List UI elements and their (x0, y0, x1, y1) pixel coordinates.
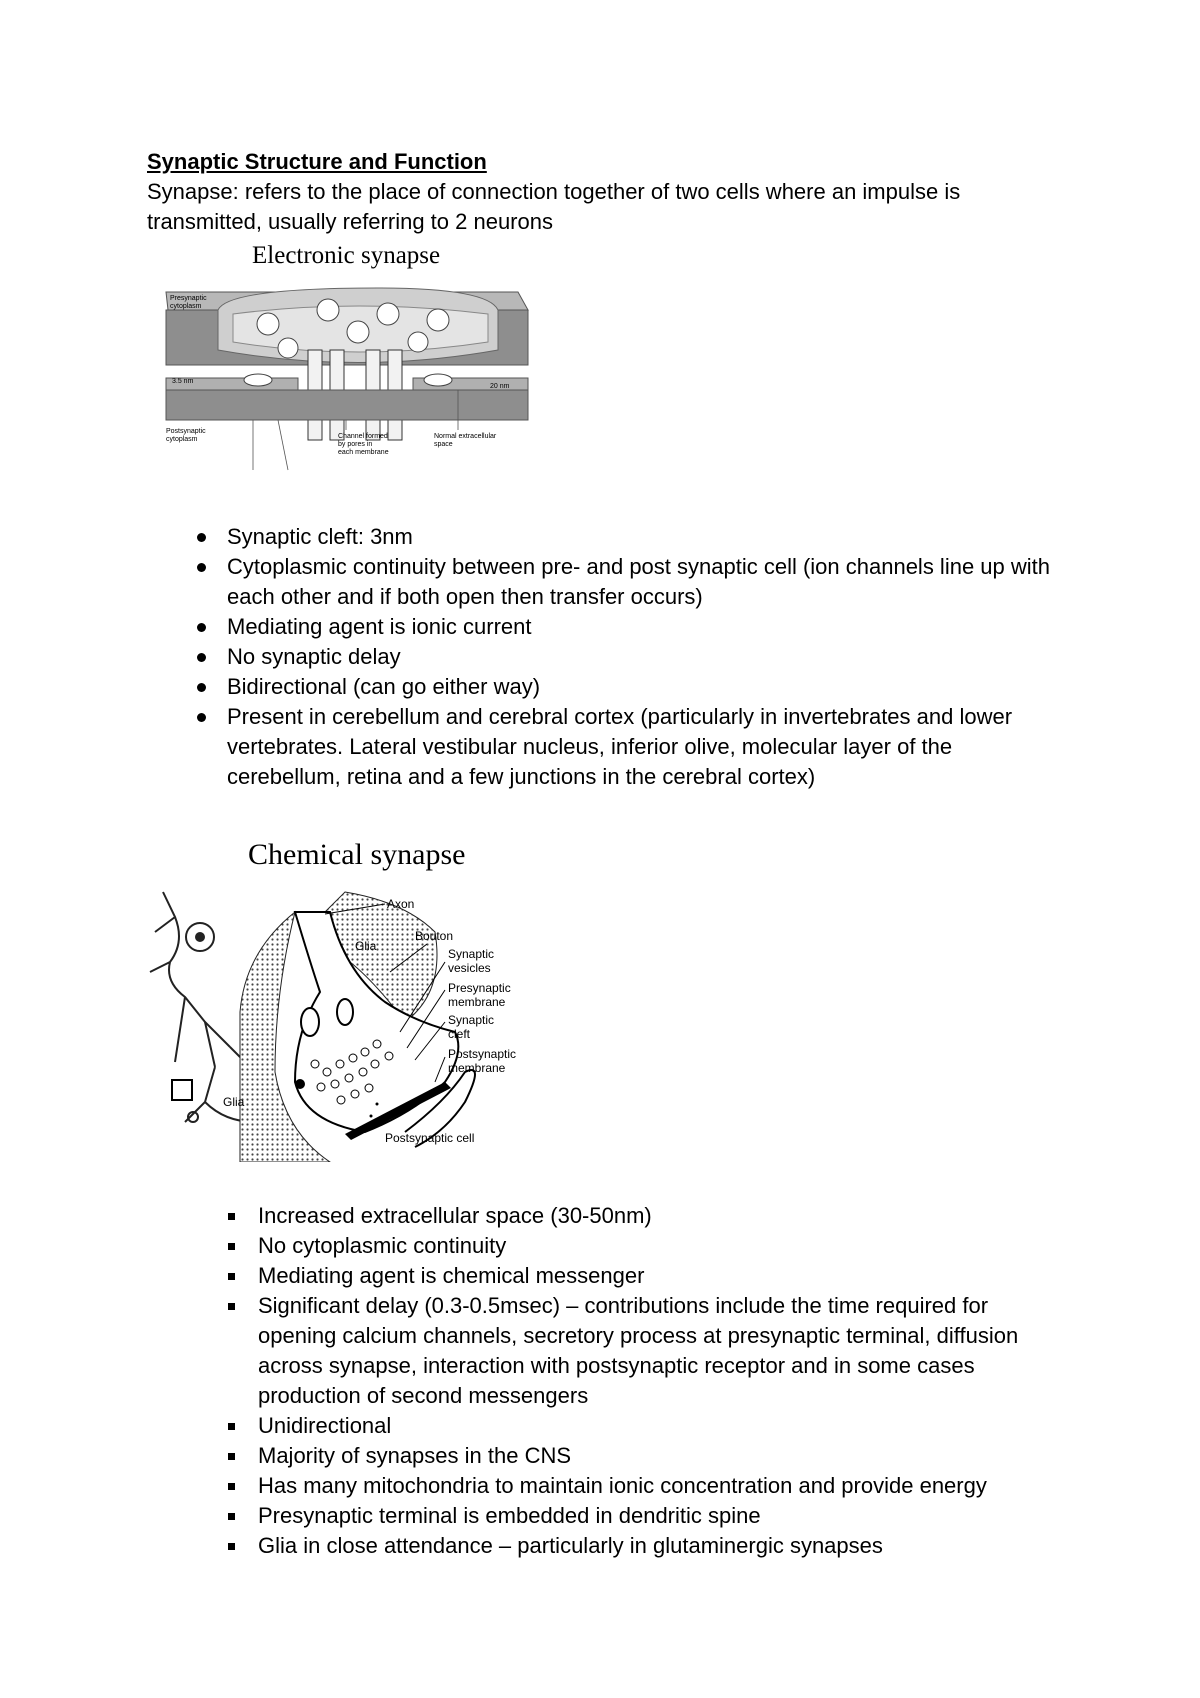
electronic-bullet-list (187, 522, 1057, 792)
svg-text:space: space (434, 441, 453, 448)
electronic-figure-title: Electronic synapse (252, 242, 441, 269)
intro-line-1: Synapse: refers to the place of connection together of two cells where an impulse is (147, 179, 961, 204)
svg-text:Synaptic: Synaptic (448, 1013, 495, 1027)
list-item: Significant delay (0.3-0.5msec) – contributions include the time required for opening calcium channels, secretory process at presynaptic terminal, diffusion across synapse, interaction with postsynaptic receptor and in some cases production of second messengers (218, 1291, 1058, 1411)
label-axon: Axon (387, 897, 415, 911)
list-item: No synaptic delay (187, 642, 1057, 672)
list-item: Increased extracellular space (30-50nm) (218, 1201, 1058, 1231)
list-item: Mediating agent is ionic current (187, 612, 1057, 642)
svg-text:Synaptic: Synaptic (448, 947, 495, 961)
label-postsynaptic-cell: Postsynaptic cell (385, 1131, 475, 1145)
svg-text:Normal extracellular: Normal extracellular (434, 433, 497, 440)
list-item: Unidirectional (218, 1411, 1058, 1441)
list-item: Presynaptic terminal is embedded in dendritic spine (218, 1501, 1058, 1531)
svg-text:3.5 nm: 3.5 nm (172, 378, 194, 385)
label-glia-left: Glia (223, 1095, 245, 1109)
list-item: Majority of synapses in the CNS (218, 1441, 1058, 1471)
bullet-square-icon (228, 1303, 235, 1310)
bullet-square-icon (228, 1513, 235, 1520)
svg-text:vesicles: vesicles (448, 961, 491, 975)
bullet-square-icon (228, 1483, 235, 1490)
list-item: Has many mitochondria to maintain ionic concentration and provide energy (218, 1471, 1058, 1501)
page-title: Synaptic Structure and Function (147, 149, 487, 174)
svg-text:membrane: membrane (448, 995, 506, 1009)
label-glia-top: Glia (355, 939, 377, 953)
bullet-dot-icon (197, 713, 206, 722)
svg-text:cytoplasm: cytoplasm (166, 436, 198, 443)
svg-text:Postsynaptic: Postsynaptic (166, 428, 206, 435)
list-item: Mediating agent is chemical messenger (218, 1261, 1058, 1291)
label-bouton: Bouton (415, 929, 454, 943)
list-item: Glia in close attendance – particularly in glutaminergic synapses (218, 1531, 1058, 1561)
svg-text:Postsynaptic: Postsynaptic (448, 1047, 517, 1061)
bullet-dot-icon (197, 623, 206, 632)
list-item: Synaptic cleft: 3nm (187, 522, 1057, 552)
bullet-square-icon (228, 1273, 235, 1280)
svg-text:Channel formed: Channel formed (338, 433, 388, 440)
svg-text:cytoplasm: cytoplasm (170, 303, 202, 310)
bullet-square-icon (228, 1213, 235, 1220)
bullet-dot-icon (197, 653, 206, 662)
bullet-dot-icon (197, 563, 206, 572)
svg-text:Presynaptic: Presynaptic (448, 981, 511, 995)
intro-line-2: transmitted, usually referring to 2 neurons (147, 209, 553, 234)
electronic-synapse-diagram (158, 280, 538, 485)
bullet-square-icon (228, 1243, 235, 1250)
svg-text:each membrane: each membrane (338, 449, 389, 456)
svg-text:by pores in: by pores in (338, 441, 373, 448)
list-item: No cytoplasmic continuity (218, 1231, 1058, 1261)
svg-text:cleft: cleft (448, 1027, 471, 1041)
svg-text:membrane: membrane (448, 1061, 506, 1075)
list-item: Bidirectional (can go either way) (187, 672, 1057, 702)
svg-text:20 nm: 20 nm (490, 383, 510, 390)
chemical-synapse-diagram (145, 872, 575, 1162)
list-item: Present in cerebellum and cerebral cortex (particularly in invertebrates and lower vertebrates. Lateral vestibular nucleus, inferior olive, molecular layer of the cerebellum, retina and a few junctions in the cerebral cortex) (187, 702, 1057, 792)
bullet-square-icon (228, 1543, 235, 1550)
svg-text:Presynaptic: Presynaptic (170, 295, 207, 302)
bullet-square-icon (228, 1423, 235, 1430)
chemical-bullet-list (218, 1201, 1058, 1561)
bullet-dot-icon (197, 533, 206, 542)
bullet-dot-icon (197, 683, 206, 692)
chemical-figure-title: Chemical synapse (248, 838, 466, 871)
list-item: Cytoplasmic continuity between pre- and post synaptic cell (ion channels line up with each other and if both open then transfer occurs) (187, 552, 1057, 612)
bullet-square-icon (228, 1453, 235, 1460)
